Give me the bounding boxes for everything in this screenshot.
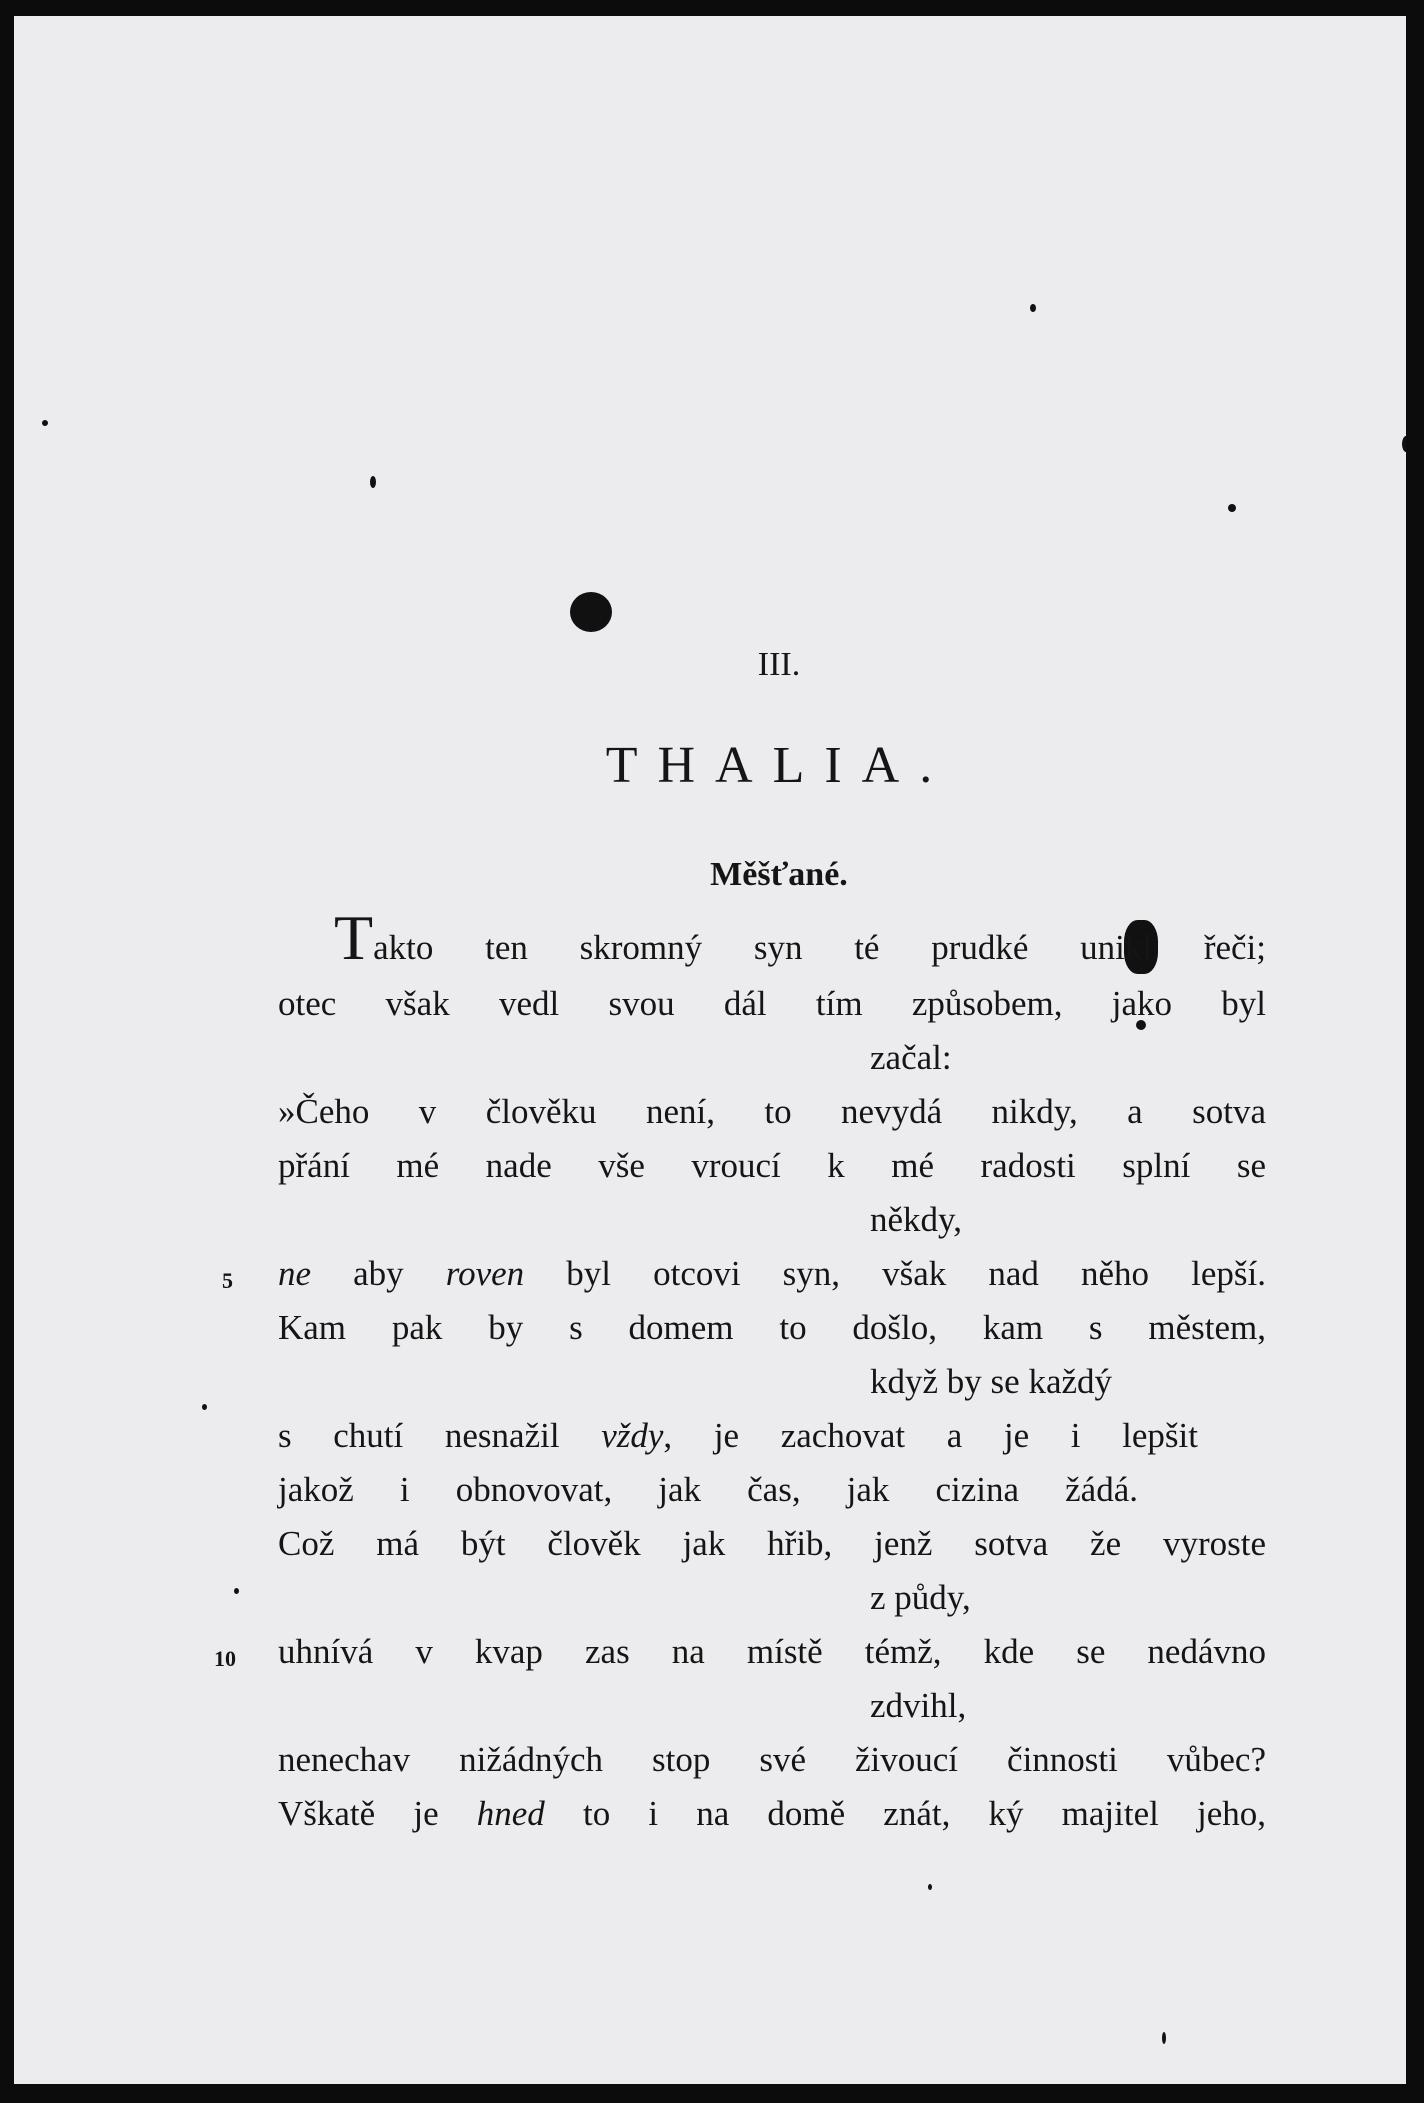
verse-text: to i na domě znát, ký majitel jeho,: [544, 1794, 1267, 1833]
line-number: 10: [214, 1646, 236, 1671]
chapter-subtitle: Měšťané.: [710, 856, 848, 893]
verse-italic: vždy: [601, 1416, 664, 1455]
verse-text: byl otcovi syn, však nad něho lepší.: [524, 1254, 1266, 1293]
ink-speck: [1030, 304, 1036, 312]
initial-letter: T: [334, 902, 374, 973]
ink-speck: [1162, 2032, 1166, 2044]
verse-line: otec však vedl svou dál tím způsobem, jako byl: [278, 984, 1266, 1023]
verse-line: »Čeho v člověku není, to nevydá nikdy, a sotva: [278, 1092, 1266, 1131]
verse-line: [278, 1416, 1198, 1456]
verse-continuation: když by se každý: [870, 1362, 1113, 1401]
chapter-title: THALIA.: [605, 737, 953, 794]
verse-line: uhnívá v kvap zas na místě témž, kde se nedávno: [278, 1632, 1266, 1671]
ink-speck: [370, 476, 376, 488]
verse-text: s chutí nesnažil: [278, 1416, 602, 1455]
ink-speck: [234, 1588, 239, 1594]
line-number: 5: [222, 1268, 233, 1293]
verse-text: Vškatě je: [278, 1794, 477, 1833]
verse-line: přání mé nade vše vroucí k mé radosti splní se: [278, 1146, 1266, 1185]
section-number: III.: [757, 646, 801, 683]
book-page: [14, 16, 1406, 2084]
verse-text: , je zachovat a je i lepšit: [663, 1416, 1199, 1455]
verse-line: [278, 1794, 1266, 1834]
verse-line: jakož i obnovovat, jak čas, jak cizina žádá.: [278, 1470, 1138, 1509]
ink-speck: [1402, 436, 1406, 452]
verse-line: Což má být člověk jak hřib, jenž sotva že vyroste: [278, 1524, 1266, 1563]
verse-line: [278, 1254, 1266, 1294]
verse-continuation: zdvihl,: [870, 1686, 967, 1725]
verse-continuation: někdy,: [870, 1200, 963, 1239]
verse-italic: ne: [278, 1254, 312, 1293]
verse-line: [334, 902, 1266, 973]
ink-speck: [42, 420, 48, 426]
verse-continuation: z půdy,: [870, 1578, 971, 1617]
verse-italic: roven: [445, 1254, 525, 1293]
verse-continuation: začal:: [870, 1038, 952, 1077]
ink-blot: [570, 592, 612, 632]
verse-italic: hned: [476, 1794, 545, 1833]
verse-line: nenechav nižádných stop své živoucí činnosti vůbec?: [278, 1740, 1266, 1779]
verse-line: Kam pak by s domem to došlo, kam s městem,: [278, 1308, 1266, 1347]
ink-speck: [202, 1404, 207, 1410]
verse-text: akto ten skromný syn té prudké unikl řeči;: [373, 928, 1266, 967]
verse-text: aby: [311, 1254, 446, 1293]
ink-speck: [928, 1884, 932, 1890]
ink-speck: [1228, 504, 1236, 512]
